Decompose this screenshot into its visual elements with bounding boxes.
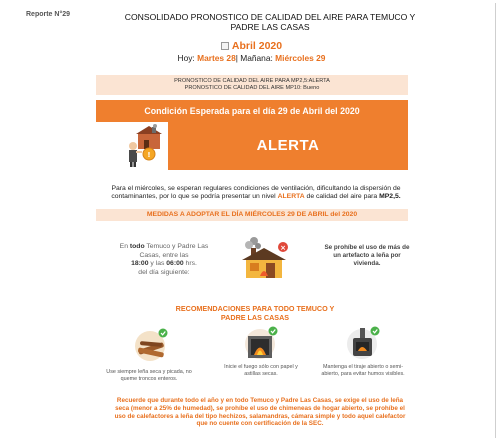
recs-title-line-2: PADRE LAS CASAS xyxy=(220,313,290,322)
paragraph-alert-word: ALERTA xyxy=(277,193,305,201)
calendar-icon xyxy=(221,42,229,50)
smoke-man-icon xyxy=(124,124,168,168)
paragraph-line-1: Para el miércoles, se esperan regulares condiciones de ventilación, dificultando la dispersión de xyxy=(111,185,401,192)
paragraph-pollutant: MP2,5. xyxy=(379,193,401,201)
measures-header: MEDIDAS A ADOPTAR EL DÍA MIÉRCOLES 29 DE ABRIL del 2020 xyxy=(96,209,408,221)
tomorrow-value: Miércoles 29 xyxy=(275,53,326,63)
forecast-summary xyxy=(96,75,408,95)
condition-paragraph xyxy=(96,185,416,201)
stove-icon xyxy=(344,326,382,360)
schedule-next: del día siguiente: xyxy=(138,268,190,276)
forecast-mp10: PRONOSTICO DE CALIDAD DEL AIRE MP10: Bueno xyxy=(184,85,320,91)
schedule-area: Temuco y Padre Las Casas, entre las xyxy=(139,243,209,259)
tomorrow-label: | Mañana: xyxy=(235,53,273,63)
rec-caption-3: Mantenga el tiraje abierto o semi-abierto, para evitar humos visibles. xyxy=(321,364,405,377)
recs-title-line-1: RECOMENDACIONES PARA TODO TEMUCO Y xyxy=(175,304,335,313)
house-smoke-icon xyxy=(236,236,292,282)
recommendations-title xyxy=(150,304,360,322)
paragraph-line-2a: contaminantes, por lo que se podría presentar un nivel xyxy=(111,193,276,201)
footer-note: Recuerde que durante todo el año y en todo Temuco y Padre Las Casas, se exige el uso de leña seca (menor a 25% de humedad), se prohíbe el uso de chimeneas de hogar abierto, se prohíbe el uso de calefactores a leña del tipo hechizos, salamandras, cámara simple y todo aquel calefactor que no cuente con certificación de la SEC. xyxy=(114,397,406,428)
schedule-end: 06:00 xyxy=(166,260,184,268)
firewood-icon xyxy=(132,328,170,362)
schedule-y: y las xyxy=(150,260,165,268)
today-label: Hoy: xyxy=(177,53,195,63)
schedule-todo: todo xyxy=(129,243,145,250)
schedule-hrs: hrs. xyxy=(185,260,197,268)
svg-text:!: ! xyxy=(147,151,151,159)
paragraph-line-2b: de calidad del aire para xyxy=(306,193,378,201)
forecast-mp25: PRONOSTICO DE CALIDAD DEL AIRE PARA MP2,5:ALERTA xyxy=(174,78,330,84)
rec-caption-1: Use siempre leña seca y picada, no queme troncos enteros. xyxy=(106,369,192,382)
alert-level-banner: ALERTA xyxy=(168,122,408,170)
prohibition-text: Se prohíbe el uso de más de un artefacto a leña por vivienda. xyxy=(324,244,410,267)
today-value: Martes 28 xyxy=(197,53,236,63)
report-id: Reporte N°29 xyxy=(26,11,71,18)
schedule-en: En xyxy=(119,243,128,250)
rec-caption-2: Inicie el fuego sólo con papel y astillas secas. xyxy=(224,364,298,377)
restriction-schedule xyxy=(110,243,218,277)
date-row xyxy=(0,40,503,52)
today-tomorrow-row xyxy=(0,53,503,63)
condition-header: Condición Esperada para el día 29 de Abril del 2020 xyxy=(96,100,408,122)
title-line-1: CONSOLIDADO PRONOSTICO DE CALIDAD DEL AIRE PARA TEMUCO Y xyxy=(124,12,416,22)
svg-text:×: × xyxy=(280,244,286,252)
schedule-start: 18:00 xyxy=(131,260,149,268)
fire-start-icon xyxy=(242,326,280,360)
date-label: Abril 2020 xyxy=(231,40,283,52)
title-line-2: PADRE LAS CASAS xyxy=(230,22,310,32)
page-title xyxy=(110,12,430,32)
